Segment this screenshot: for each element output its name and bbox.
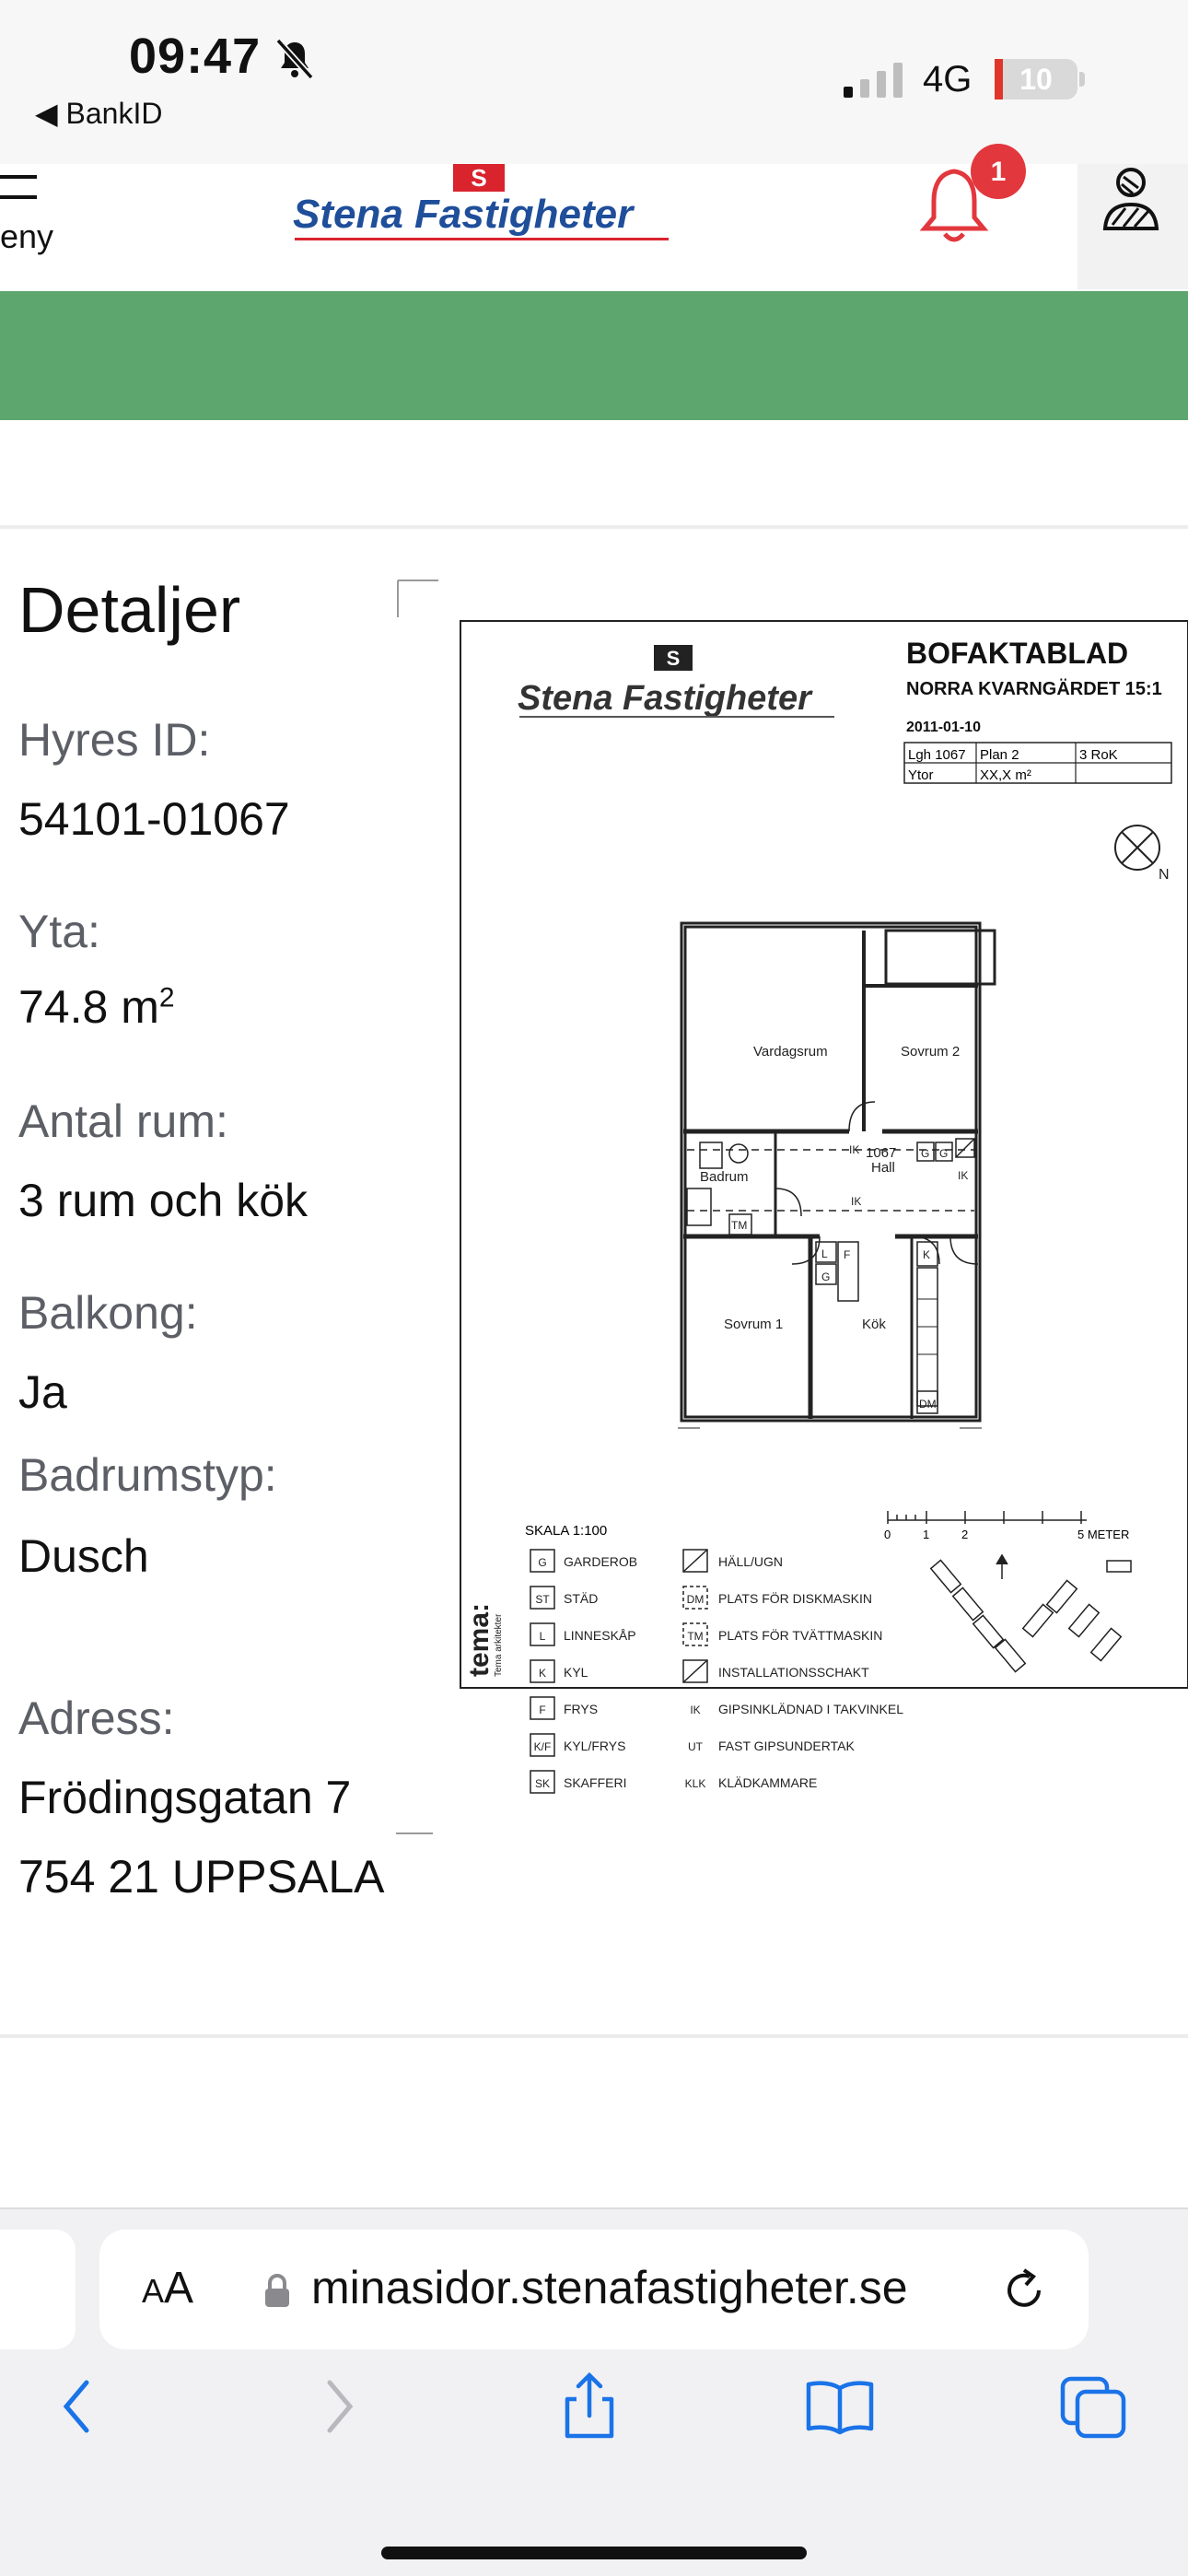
back-to-app-link[interactable]: ◀ BankID	[35, 97, 163, 130]
forward-arrow-icon[interactable]	[300, 2370, 374, 2443]
antal-rum-label: Antal rum:	[18, 1095, 228, 1147]
room-label: Badrum	[700, 1169, 749, 1185]
legend-text: FRYS	[564, 1702, 599, 1716]
scale-tick: 0	[884, 1528, 891, 1541]
legend-code: ST	[535, 1593, 550, 1606]
stena-logo[interactable]	[293, 164, 670, 241]
apartment-details-card	[0, 525, 1188, 2038]
antal-rum-value: 3 rum och kök	[18, 1175, 309, 1226]
bookmarks-icon[interactable]	[803, 2370, 877, 2443]
doc-date: 2011-01-10	[906, 720, 981, 735]
user-account-button[interactable]	[1077, 164, 1188, 289]
table-cell: Plan 2	[980, 747, 1019, 763]
legend-text: LINNESKÅP	[564, 1628, 636, 1643]
legend-text: PLATS FÖR TVÄTTMASKIN	[718, 1628, 883, 1643]
room-label: Hall	[871, 1160, 895, 1176]
yta-value	[18, 980, 175, 1034]
yta-label: Yta:	[18, 906, 100, 957]
legend-text: KYL	[564, 1665, 588, 1680]
battery-tip	[1079, 72, 1085, 87]
fixture-code: DM	[919, 1398, 937, 1411]
room-label: Kök	[862, 1317, 886, 1332]
table-cell: XX,X m²	[980, 767, 1031, 783]
badrumstyp-label: Badrumstyp:	[18, 1449, 277, 1501]
svg-text:N: N	[1159, 867, 1170, 883]
home-indicator	[381, 2547, 807, 2559]
legend-code: F	[539, 1704, 546, 1716]
crop-mark	[398, 580, 438, 617]
table-cell: Lgh 1067	[908, 747, 966, 763]
room-label: Sovrum 2	[901, 1044, 961, 1060]
fixture-code: IK	[851, 1195, 862, 1208]
legend-code: DM	[686, 1593, 705, 1606]
fixture-code: G	[821, 1270, 831, 1283]
battery-percent: 10	[1019, 63, 1053, 96]
legend-text: SKAFFERI	[564, 1775, 627, 1790]
address-bar[interactable]	[99, 2230, 1089, 2349]
cellular-signal-icon	[842, 61, 906, 100]
fixture-code: TM	[731, 1219, 748, 1232]
floor-plan-image[interactable]	[396, 580, 1188, 1790]
fixture-code: G	[921, 1147, 930, 1160]
hero-band	[0, 291, 1188, 420]
network-type: 4G	[923, 59, 973, 100]
reader-settings-button[interactable]: AA	[142, 2264, 194, 2313]
logo-badge: S	[453, 164, 505, 192]
adress-postal: 754 21 UPPSALA	[18, 1851, 385, 1903]
notification-count: 1	[990, 157, 1007, 187]
fixture-code: K	[923, 1248, 931, 1261]
adress-street: Frödingsgatan 7	[18, 1772, 352, 1823]
logo-text: Stena Fastigheter	[293, 192, 634, 237]
scale-label: SKALA 1:100	[525, 1523, 608, 1539]
legend-text: PLATS FÖR DISKMASKIN	[718, 1591, 872, 1606]
fixture-code: F	[844, 1248, 851, 1261]
menu-label[interactable]: eny	[0, 217, 54, 255]
legend-code: G	[538, 1556, 547, 1569]
legend-text: GIPSINKLÄDNAD I TAKVINKEL	[718, 1702, 903, 1716]
menu-icon[interactable]	[0, 171, 41, 208]
fixture-code: L	[821, 1247, 828, 1260]
scale-tick: 1	[923, 1528, 930, 1541]
legend-text: INSTALLATIONSSCHAKT	[718, 1665, 869, 1680]
room-label: Vardagsrum	[753, 1044, 828, 1060]
legend-code: K	[538, 1667, 547, 1680]
table-cell: 3 RoK	[1079, 747, 1118, 763]
legend-code: K/F	[533, 1740, 552, 1753]
scale-tick: 2	[961, 1528, 969, 1541]
fixture-code: IK	[958, 1169, 969, 1182]
hyres-id-value: 54101-01067	[18, 793, 290, 845]
status-bar	[0, 0, 1188, 164]
adress-label: Adress:	[18, 1692, 175, 1744]
sheet-logo-badge: S	[666, 647, 681, 670]
balkong-label: Balkong:	[18, 1287, 198, 1339]
reload-icon[interactable]	[998, 2265, 1050, 2316]
legend-code: KLK	[684, 1777, 706, 1790]
status-time: 09:47	[129, 29, 262, 84]
previous-tab-preview[interactable]	[0, 2230, 76, 2349]
legend-text: HÄLL/UGN	[718, 1554, 784, 1569]
legend-code: IK	[690, 1704, 701, 1716]
property-name: NORRA KVARNGÄRDET 15:1	[906, 679, 1162, 699]
legend-text: KLÄDKAMMARE	[718, 1775, 818, 1790]
badrumstyp-value: Dusch	[18, 1530, 149, 1582]
legend-code: TM	[687, 1630, 704, 1643]
legend-code: L	[539, 1630, 546, 1643]
tabs-icon[interactable]	[1057, 2370, 1131, 2443]
room-label: 1067	[866, 1145, 897, 1161]
architect-subtitle: Tema arkitekter	[494, 1613, 504, 1677]
legend-code: UT	[688, 1740, 703, 1753]
legend-text: FAST GIPSUNDERTAK	[718, 1739, 855, 1753]
legend-code: SK	[534, 1777, 551, 1790]
site-header	[0, 157, 1188, 291]
yta-unit-exponent: 2	[158, 982, 175, 1013]
architect-brand: tema:	[464, 1602, 495, 1677]
logo-underline	[295, 238, 669, 240]
fixture-code: G	[939, 1147, 949, 1160]
legend-text: STÄD	[564, 1591, 599, 1606]
yta-number: 74.8 m	[18, 981, 159, 1033]
balkong-value: Ja	[18, 1366, 67, 1418]
url-text[interactable]: minasidor.stenafastigheter.se	[311, 2262, 908, 2313]
back-arrow-icon[interactable]	[42, 2370, 116, 2443]
fixture-code: IK	[849, 1143, 860, 1156]
battery-icon	[995, 59, 1077, 100]
sheet-logo-text: Stena Fastigheter	[518, 679, 811, 718]
browser-chrome	[0, 2207, 1188, 2576]
notification-bell-icon[interactable]	[917, 157, 1028, 247]
legend-text: GARDEROB	[564, 1554, 638, 1569]
user-icon	[1077, 164, 1188, 289]
room-label: Sovrum 1	[724, 1317, 784, 1332]
hyres-id-label: Hyres ID:	[18, 714, 211, 766]
details-title: Detaljer	[18, 574, 241, 646]
legend-text: KYL/FRYS	[564, 1739, 626, 1753]
doc-title: BOFAKTABLAD	[906, 637, 1129, 670]
lock-icon	[263, 2272, 291, 2309]
bell-slash-icon	[273, 37, 317, 81]
share-icon[interactable]	[553, 2370, 626, 2443]
scale-tick: 5 METER	[1077, 1528, 1130, 1541]
table-cell: Ytor	[908, 767, 934, 783]
